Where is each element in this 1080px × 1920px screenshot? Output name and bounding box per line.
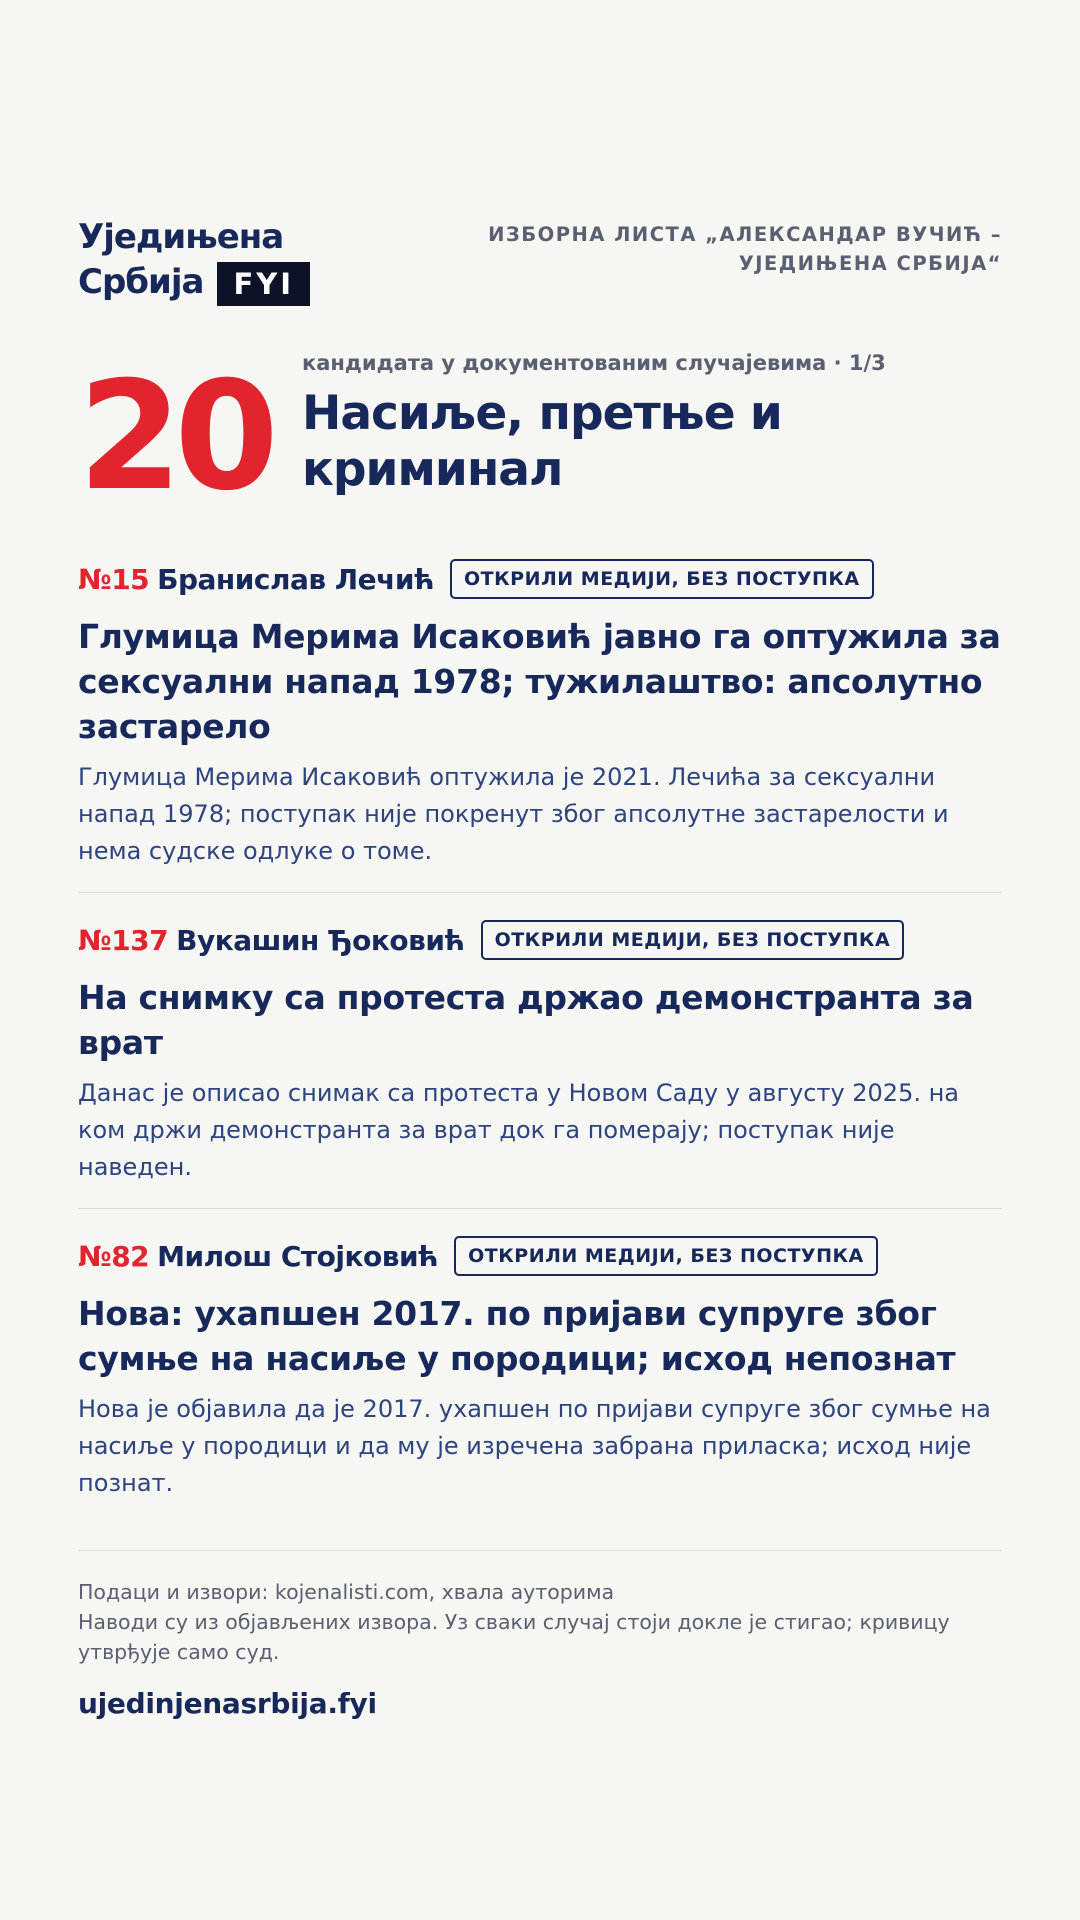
hero-title-line1: Насиље, претње и bbox=[302, 386, 782, 441]
candidate-number: №137 bbox=[78, 923, 169, 957]
list-label-line2: УЈЕДИЊЕНА СРБИЈА“ bbox=[738, 252, 1002, 275]
brand-line2 bbox=[78, 258, 310, 306]
entry-title: Нова: ухапшен 2017. по пријави супруге због сумње на насиље у породици; исход непознат bbox=[78, 1294, 956, 1378]
entry-description: Данас је описао снимак са протеста у Новом Саду у августу 2025. на ком држи демонстранта за врат док га померају; поступак није наведен. bbox=[78, 1079, 960, 1181]
site-url-link[interactable]: ujedinjenasrbija.fyi bbox=[78, 1687, 377, 1720]
hero-title bbox=[302, 386, 886, 498]
candidate-number: №82 bbox=[78, 1239, 150, 1273]
brand-name-line2: Србија bbox=[78, 262, 204, 302]
entry-title: Глумица Мерима Исаковић јавно га оптужила за сексуални напад 1978; тужилаштво: апсолутно застарело bbox=[78, 617, 1001, 746]
brand-logo[interactable] bbox=[78, 216, 310, 306]
candidate-name: Вукашин Ђоковић bbox=[176, 923, 465, 957]
status-badge: ОТКРИЛИ МЕДИЈИ, БЕЗ ПОСТУПКА bbox=[481, 920, 905, 960]
candidate-number: №15 bbox=[78, 562, 150, 596]
hero-title-line2: криминал bbox=[302, 442, 563, 497]
list-label-line1: ИЗБОРНА ЛИСТА „АЛЕКСАНДАР ВУЧИЋ – bbox=[488, 223, 1002, 246]
status-badge: ОТКРИЛИ МЕДИЈИ, БЕЗ ПОСТУПКА bbox=[450, 559, 874, 599]
candidate-name: Милош Стојковић bbox=[157, 1239, 439, 1273]
entry-description: Нова је објавила да је 2017. ухапшен по пријави супруге због сумње на насиље у породици и да му је изречена забрана приласка; исход није познат. bbox=[78, 1395, 991, 1497]
hero-text bbox=[302, 344, 886, 512]
entry bbox=[78, 1233, 1002, 1524]
electoral-list-label bbox=[462, 220, 1002, 306]
entries-list bbox=[78, 556, 1002, 1548]
header bbox=[78, 216, 1002, 306]
hero bbox=[78, 344, 1002, 524]
entry-head bbox=[78, 1233, 1002, 1279]
entry-description: Глумица Мерима Исаковић оптужила је 2021. Лечића за сексуални напад 1978; поступак није покренут због апсолутне застарелости и нема судске одлуке о томе. bbox=[78, 763, 949, 865]
sources-line: Подаци и извори: kojenalisti.com, хвала ауторима bbox=[78, 1580, 615, 1604]
entry bbox=[78, 556, 1002, 893]
entry-head bbox=[78, 556, 1002, 602]
fyi-badge: FYI bbox=[217, 262, 310, 306]
status-badge: ОТКРИЛИ МЕДИЈИ, БЕЗ ПОСТУПКА bbox=[454, 1236, 878, 1276]
entry bbox=[78, 917, 1002, 1209]
footer bbox=[78, 1550, 1002, 1720]
disclaimer: Наводи су из објављених извора. Уз сваки случај стоји докле је стигао; кривицу утврђује само суд. bbox=[78, 1610, 950, 1664]
candidate-count: 20 bbox=[78, 350, 271, 524]
candidate-name: Бранислав Лечић bbox=[157, 562, 435, 596]
entry-title: На снимку са протеста држао демонстранта за врат bbox=[78, 978, 974, 1062]
entry-head bbox=[78, 917, 1002, 963]
hero-subtitle: кандидата у документованим случајевима · 1/3 bbox=[302, 351, 886, 375]
brand-name-line1: Уједињена bbox=[78, 217, 284, 257]
